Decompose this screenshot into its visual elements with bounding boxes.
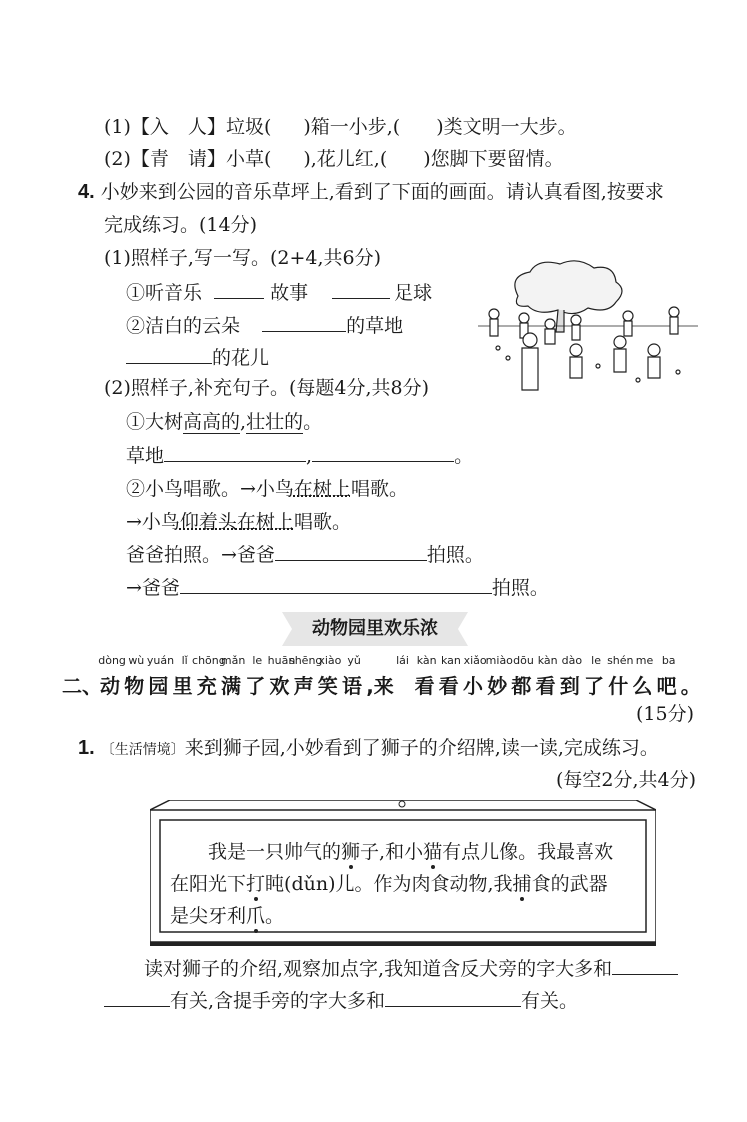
heading-char: 看: [414, 674, 435, 698]
pinyin-syllable: mǎn: [220, 654, 246, 667]
q3-2-num: (2): [104, 148, 131, 170]
q3-line-1: [104, 115, 577, 139]
s4-b: 拍照。: [426, 544, 484, 566]
b2-c: 盹(dǔn)儿。作为肉食动物,我: [265, 873, 513, 895]
q4-prompt-1: 小妙来到公园的音乐草坪上,看到了下面的画面。请认真看图,按要求: [100, 181, 664, 203]
s1-comma: ,: [306, 445, 313, 467]
s2-a: ②小鸟唱歌。→小鸟: [126, 478, 294, 500]
park-illustration: [478, 254, 698, 394]
q3-1-text-b: )箱一小步,(: [303, 116, 401, 138]
q3-2-bracket: 【青 请】: [130, 148, 226, 170]
pinyin-syllable: miào: [485, 654, 513, 667]
heading-char: 。: [680, 674, 701, 698]
s1-ans-label: 草地: [126, 445, 165, 467]
ex1-a: ①听音乐: [126, 282, 203, 304]
heading-char: 看: [438, 674, 459, 698]
q3-line-2: [104, 147, 564, 171]
ans2-blank-1[interactable]: [104, 988, 170, 1007]
pinyin-syllable: kàn: [416, 654, 437, 667]
ex2-c: 的花儿: [212, 347, 270, 369]
q4-sentence-5: [126, 575, 549, 600]
heading-char: 吧: [656, 674, 677, 698]
ans1-text: 读对狮子的介绍,观察加点字,我知道含反犬旁的字大多和: [144, 958, 613, 980]
s1-d: 壮壮的: [246, 411, 304, 433]
q3-2-text-c: )您脚下要留情。: [423, 148, 564, 170]
part2-score: (15分): [636, 703, 695, 725]
ex2-b: 的草地: [346, 315, 404, 337]
q1-number: 1.: [78, 737, 95, 759]
q1-score: (每空2分,共4分): [556, 769, 697, 791]
pinyin-syllable: dòng: [98, 654, 126, 667]
pinyin-syllable: le: [252, 654, 263, 667]
board-line-2: [170, 872, 608, 896]
heading-char: 都: [511, 674, 532, 698]
s1-a: ①大树: [126, 411, 184, 433]
q4-example-3: [126, 345, 269, 370]
heading-char: 到: [559, 674, 580, 698]
heading-char: 了: [245, 674, 266, 698]
heading-char: 笑: [317, 674, 338, 698]
part2-prefix: 二、: [62, 674, 102, 698]
q4-sentence-1-answer: [126, 443, 473, 468]
q1-text: 来到狮子园,小妙看到了狮子的介绍牌,读一读,完成练习。: [184, 737, 659, 759]
b2-e: 食的武器: [531, 873, 608, 895]
b1-e: 有点儿像。我最喜欢: [442, 841, 614, 863]
heading-char: ,来: [366, 674, 394, 698]
heading-char: 声: [293, 674, 314, 698]
heading-char: 物: [124, 674, 145, 698]
pinyin-syllable: yuán: [146, 654, 175, 667]
heading-char: 么: [632, 674, 653, 698]
pinyin-syllable: me: [635, 654, 654, 667]
heading-char: 动: [100, 674, 120, 698]
q4-sentence-2: [126, 477, 408, 501]
board-line-3: [170, 904, 284, 928]
s1-end: 。: [454, 445, 474, 467]
q1-tag: 〔生活情境〕: [100, 742, 185, 758]
s5-a: →爸爸: [126, 577, 180, 599]
q4-example-2: [126, 313, 403, 338]
pinyin-syllable: xiǎo: [463, 654, 487, 667]
s1-blank-2[interactable]: [312, 443, 454, 462]
s3-a: →小鸟: [126, 511, 180, 533]
s1-blank-1[interactable]: [164, 443, 306, 462]
heading-char: 园: [148, 674, 169, 698]
q4-number: 4.: [78, 181, 95, 203]
b3-c: 。: [265, 905, 285, 927]
q4-sentence-1: [126, 410, 322, 434]
heading-char: 里: [172, 674, 193, 698]
pinyin-syllable: yǔ: [347, 654, 361, 667]
board-line-1: [208, 840, 613, 864]
b2-b: 打: [246, 873, 266, 895]
heading-char: 什: [608, 674, 629, 698]
pinyin-syllable: shén: [607, 654, 634, 667]
ex1-blank-2[interactable]: [332, 280, 390, 299]
ex2-a: ②洁白的云朵: [126, 315, 241, 337]
s1-c: ,: [240, 411, 247, 433]
q4-sub-1: (1)照样子,写一写。(2+4,共6分): [104, 247, 382, 269]
q1-answer-1: [144, 956, 678, 981]
heading-char: 语: [342, 674, 362, 698]
pinyin-syllable: le: [591, 654, 601, 667]
pinyin-syllable: dào: [561, 654, 583, 667]
pinyin-syllable: lái: [396, 654, 409, 667]
ex1-blank-1[interactable]: [214, 280, 264, 299]
s3-c: 唱歌。: [293, 511, 351, 533]
q3-1-num: (1): [104, 116, 131, 138]
q4-prompt-line-1: [78, 180, 664, 204]
ans2-b: 有关。: [521, 990, 579, 1012]
pinyin-syllable: wù: [128, 654, 145, 667]
s5-blank[interactable]: [180, 575, 492, 594]
heading-char: 看: [535, 674, 556, 698]
pinyin-syllable: xiào: [318, 654, 342, 667]
b2-d: 捕: [512, 873, 532, 895]
q3-2-text-b: ),花儿红,(: [303, 148, 388, 170]
pinyin-syllable: huān: [267, 654, 296, 667]
q4-prompt-2: 完成练习。(14分): [104, 214, 258, 236]
ans1-blank[interactable]: [612, 956, 678, 975]
ans2-a: 有关,含提手旁的字大多和: [170, 990, 386, 1012]
heading-char: 满: [221, 674, 241, 698]
heading-char: 了: [584, 674, 604, 698]
ex1-b: 故事: [270, 282, 309, 304]
ex2-blank-2[interactable]: [126, 345, 212, 364]
heading-char: 欢: [269, 674, 290, 698]
s2-b: 在树上: [293, 478, 351, 500]
b1-c: 子,和小: [360, 841, 424, 863]
heading-char: 妙: [487, 674, 508, 698]
pinyin-syllable: lǐ: [181, 654, 188, 667]
b1-a: 我是一只帅气的: [208, 841, 342, 863]
pinyin-syllable: chōng: [192, 654, 226, 667]
ans2-blank-2[interactable]: [385, 988, 521, 1007]
s3-b: 仰着头在树上: [179, 511, 294, 533]
b1-d: 猫: [423, 841, 443, 863]
q4-sentence-3: [126, 510, 351, 534]
b3-a: 是尖牙利: [170, 905, 247, 927]
b3-b: 爪: [246, 905, 266, 927]
s5-b: 拍照。: [491, 577, 549, 599]
q3-2-text-a: 小草(: [225, 148, 272, 170]
q3-1-text-c: )类文明一大步。: [436, 116, 577, 138]
ex1-c: 足球: [394, 282, 433, 304]
q4-sentence-4: [126, 542, 484, 567]
q4-example-1: [126, 280, 432, 305]
q1-answer-2: [104, 988, 578, 1013]
b1-b: 狮: [341, 841, 361, 863]
heading-char: 充: [196, 674, 217, 698]
q4-sub-2: (2)照样子,补充句子。(每题4分,共8分): [104, 377, 429, 399]
q3-1-text-a: 垃圾(: [225, 116, 272, 138]
s2-c: 唱歌。: [350, 478, 408, 500]
q3-1-bracket: 【入 人】: [130, 116, 226, 138]
s4-a: 爸爸拍照。→爸爸: [126, 544, 275, 566]
s1-e: 。: [303, 411, 323, 433]
q1-prompt: [78, 736, 659, 762]
section-title: 动物园里欢乐浓: [312, 618, 438, 639]
pinyin-syllable: kàn: [537, 654, 558, 667]
s4-blank[interactable]: [275, 542, 427, 561]
pinyin-syllable: dōu: [513, 654, 534, 667]
s1-b: 高高的: [183, 411, 241, 433]
ex2-blank-1[interactable]: [262, 313, 346, 332]
pinyin-syllable: ba: [661, 654, 676, 667]
pinyin-syllable: shēng: [288, 654, 323, 667]
pinyin-syllable: kan: [440, 654, 461, 667]
b2-a: 在阳光下: [170, 873, 247, 895]
heading-char: 小: [463, 674, 483, 698]
